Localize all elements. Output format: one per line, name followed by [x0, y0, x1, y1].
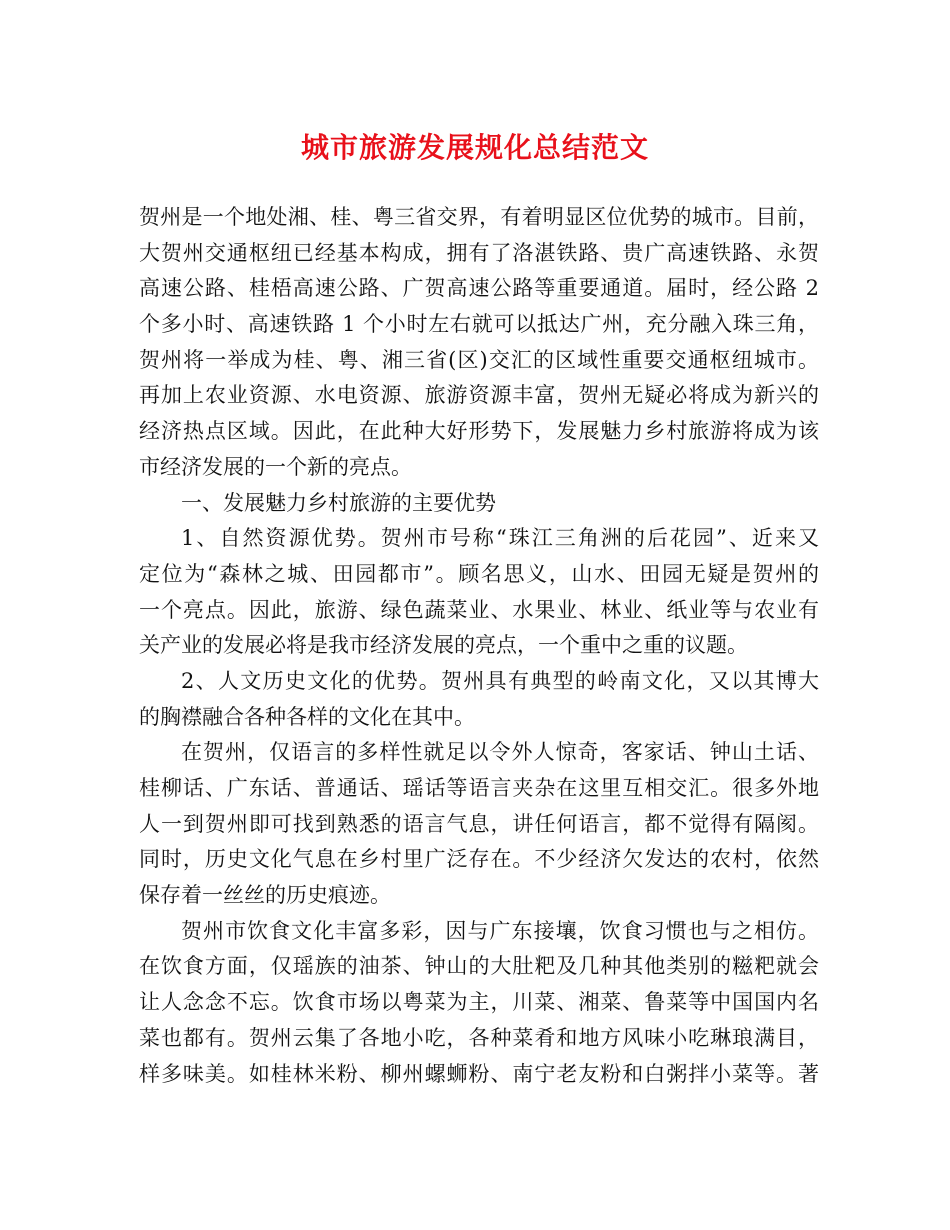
- paragraph-line: 经济热点区域。因此，在此种大好形势下，发展魅力乡村旅游将成为该: [139, 419, 819, 444]
- paragraph-line: 2、人文历史文化的优势。贺州具有典型的岭南文化，又以其博大: [181, 668, 819, 693]
- paragraph-line: 样多味美。如桂林米粉、柳州螺蛳粉、南宁老友粉和白粥拌小菜等。著: [139, 1061, 819, 1086]
- paragraph-line: 人一到贺州即可找到熟悉的语言气息，讲任何语言，都不觉得有隔阂。: [139, 811, 819, 836]
- paragraph-line: 在贺州，仅语言的多样性就足以令外人惊奇，客家话、钟山土话、: [181, 740, 819, 765]
- section-heading: 一、发展魅力乡村旅游的主要优势: [181, 490, 496, 515]
- paragraph-line: 桂柳话、广东话、普通话、瑶话等语言夹杂在这里互相交汇。很多外地: [139, 776, 819, 800]
- paragraph-line: 让人念念不忘。饮食市场以粤菜为主，川菜、湘菜、鲁菜等中国国内名: [139, 990, 819, 1015]
- paragraph-line: 菜也都有。贺州云集了各地小吃，各种菜肴和地方风味小吃琳琅满目，: [139, 1025, 819, 1050]
- paragraph-line: 贺州是一个地处湘、桂、粤三省交界，有着明显区位优势的城市。目前，: [139, 205, 819, 229]
- paragraph-line: 关产业的发展必将是我市经济发展的亮点，一个重中之重的议题。: [139, 633, 748, 658]
- paragraph-line: 一个亮点。因此，旅游、绿色蔬菜业、水果业、林业、纸业等与农业有: [139, 597, 819, 622]
- paragraph-line: 保存着一丝丝的历史痕迹。: [139, 883, 391, 908]
- paragraph-line: 在饮食方面，仅瑶族的油茶、钟山的大肚粑及几种其他类别的糍粑就会: [139, 954, 819, 979]
- document-body: [139, 200, 819, 1092]
- paragraph-line: 大贺州交通枢纽已经基本构成，拥有了洛湛铁路、贵广高速铁路、永贺: [139, 240, 819, 265]
- paragraph-line: 再加上农业资源、水电资源、旅游资源丰富，贺州无疑必将成为新兴的: [139, 383, 819, 408]
- paragraph-line: 同时，历史文化气息在乡村里广泛存在。不少经济欠发达的农村，依然: [139, 847, 819, 872]
- paragraph-line: 高速公路、桂梧高速公路、广贺高速公路等重要通道。届时，经公路 2: [139, 276, 819, 301]
- document-title: 城市旅游发展规化总结范文: [300, 131, 649, 164]
- paragraph-line: 贺州市饮食文化丰富多彩，因与广东接壤，饮食习惯也与之相仿。: [181, 918, 819, 943]
- paragraph-line: 市经济发展的一个新的亮点。: [139, 454, 412, 479]
- paragraph-line: 个多小时、高速铁路 1 个小时左右就可以抵达广州，充分融入珠三角，: [139, 312, 819, 337]
- paragraph-line: 贺州将一举成为桂、粤、湘三省(区)交汇的区域性重要交通枢纽城市。: [139, 347, 819, 372]
- paragraph-line: 的胸襟融合各种各样的文化在其中。: [139, 704, 475, 729]
- paragraph-line: 定位为“森林之城、田园都市”。顾名思义，山水、田园无疑是贺州的: [139, 561, 819, 586]
- paragraph-line: 1、自然资源优势。贺州市号称“珠江三角洲的后花园”、近来又: [181, 526, 819, 551]
